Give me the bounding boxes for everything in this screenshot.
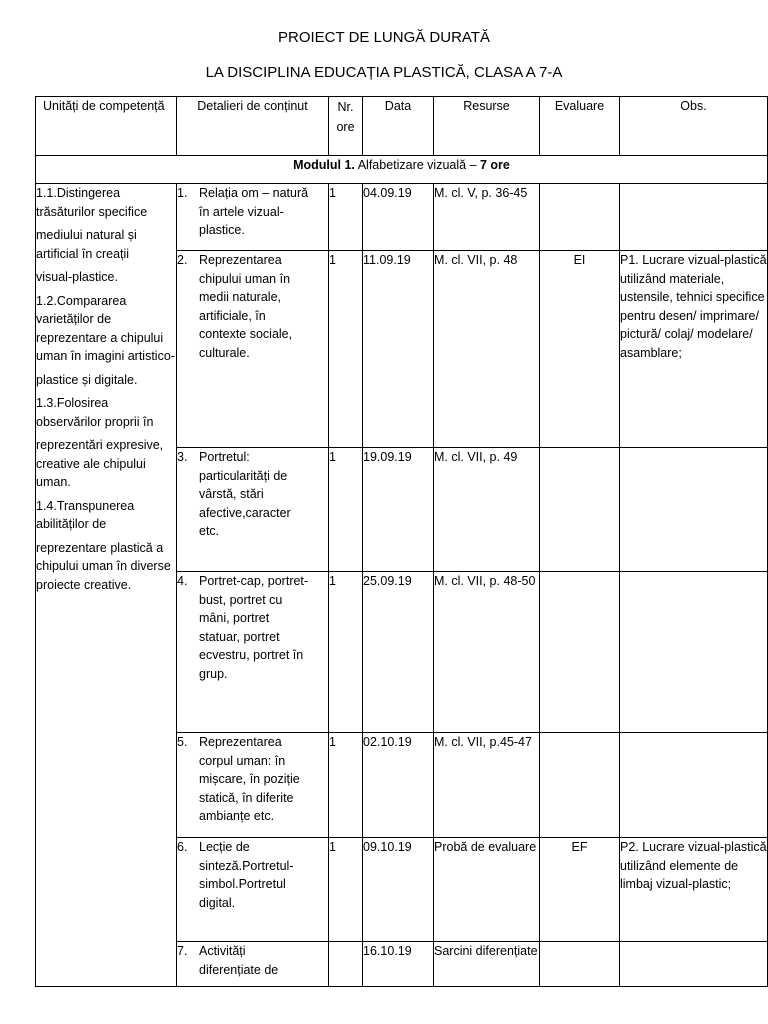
date-cell: 16.10.19 bbox=[363, 942, 434, 987]
competency-text: plastice și digitale. bbox=[36, 372, 138, 387]
obs-cell bbox=[620, 733, 768, 838]
date-cell: 11.09.19 bbox=[363, 251, 434, 448]
date-cell: 04.09.19 bbox=[363, 184, 434, 251]
row-content: Relația om – natură în artele vizual-plastice. bbox=[199, 186, 309, 237]
hours-cell: 1 bbox=[329, 184, 363, 251]
content-cell bbox=[177, 184, 329, 251]
header-nr: Nr. bbox=[337, 100, 354, 114]
row-number: 5. bbox=[177, 735, 188, 749]
row-number: 1. bbox=[177, 186, 188, 200]
content-cell bbox=[177, 448, 329, 572]
row-content: Activități diferențiate de bbox=[199, 944, 279, 977]
competency-text: reprezentare plastică a chipului uman în diverse proiecte creative. bbox=[36, 540, 171, 592]
module-hours: 7 ore bbox=[480, 158, 510, 172]
resources-cell: M. cl. V, p. 36-45 bbox=[434, 184, 540, 251]
competency-text: visual-plastice. bbox=[36, 270, 118, 284]
row-content: Reprezentarea corpul uman: în mișcare, în poziție statică, în diferite ambianțe etc. bbox=[199, 735, 300, 823]
module-cell bbox=[36, 156, 768, 184]
resources-cell: Sarcini diferențiate bbox=[434, 942, 540, 987]
resources-cell: M. cl. VII, p. 49 bbox=[434, 448, 540, 572]
date-cell: 25.09.19 bbox=[363, 572, 434, 733]
header-evaluare: Evaluare bbox=[540, 97, 620, 156]
hours-cell bbox=[329, 942, 363, 987]
row-number: 3. bbox=[177, 450, 188, 464]
row-number: 7. bbox=[177, 944, 188, 958]
header-data: Data bbox=[363, 97, 434, 156]
resources-cell: M. cl. VII, p.45-47 bbox=[434, 733, 540, 838]
document-title: PROIECT DE LUNGĂ DURATĂ bbox=[278, 29, 490, 46]
competencies-cell bbox=[36, 184, 177, 987]
evaluation-cell bbox=[540, 448, 620, 572]
competency-text: reprezentări expresive, creative ale chipului uman. bbox=[36, 438, 164, 489]
row-content: Lecție de sinteză.Portretul-simbol.Portretul digital. bbox=[199, 840, 294, 910]
obs-cell bbox=[620, 448, 768, 572]
row-number: 6. bbox=[177, 840, 188, 854]
header-resurse: Resurse bbox=[434, 97, 540, 156]
module-row bbox=[36, 156, 768, 184]
document-subtitle: LA DISCIPLINA EDUCAȚIA PLASTICĂ, CLASA A 7-A bbox=[205, 64, 563, 81]
hours-cell: 1 bbox=[329, 733, 363, 838]
evaluation-cell: EI bbox=[540, 251, 620, 448]
evaluation-cell bbox=[540, 733, 620, 838]
content-cell bbox=[177, 838, 329, 942]
header-ore: ore bbox=[336, 120, 355, 134]
content-cell bbox=[177, 942, 329, 987]
resources-cell: M. cl. VII, p. 48 bbox=[434, 251, 540, 448]
obs-cell bbox=[620, 942, 768, 987]
content-cell bbox=[177, 733, 329, 838]
row-content: Portret-cap, portret-bust, portret cu mâni, portret statuar, portret ecvestru, portret în grup. bbox=[199, 574, 309, 681]
header-obs: Obs. bbox=[620, 97, 768, 156]
date-cell: 02.10.19 bbox=[363, 733, 434, 838]
row-number: 4. bbox=[177, 574, 188, 588]
table-row bbox=[36, 184, 768, 251]
evaluation-cell bbox=[540, 572, 620, 733]
obs-cell bbox=[620, 184, 768, 251]
obs-cell: P2. Lucrare vizual-plastică utilizând elemente de limbaj vizual-plastic; bbox=[620, 838, 768, 942]
obs-cell bbox=[620, 572, 768, 733]
competency-text: 1.4.Transpunerea abilităților de bbox=[36, 498, 135, 531]
header-nr-ore bbox=[329, 97, 363, 156]
date-cell: 19.09.19 bbox=[363, 448, 434, 572]
content-cell bbox=[177, 251, 329, 448]
hours-cell: 1 bbox=[329, 448, 363, 572]
hours-cell: 1 bbox=[329, 572, 363, 733]
resources-cell: M. cl. VII, p. 48-50 bbox=[434, 572, 540, 733]
resources-cell: Probă de evaluare bbox=[434, 838, 540, 942]
plan-table bbox=[35, 96, 768, 987]
date-cell: 09.10.19 bbox=[363, 838, 434, 942]
header-row bbox=[36, 97, 768, 156]
hours-cell: 1 bbox=[329, 838, 363, 942]
row-number: 2. bbox=[177, 253, 188, 267]
content-cell bbox=[177, 572, 329, 733]
competency-text: mediului natural și artificial în creații bbox=[36, 228, 137, 261]
competency-text: 1.1.Distingerea trăsăturilor specifice bbox=[36, 186, 148, 219]
row-content: Reprezentarea chipului uman în medii naturale, artificiale, în contexte sociale, culturale. bbox=[199, 253, 293, 360]
header-detalieri: Detalieri de conținut bbox=[177, 97, 329, 156]
hours-cell: 1 bbox=[329, 251, 363, 448]
module-label: Modulul 1. bbox=[293, 158, 355, 172]
competency-text: 1.3.Folosirea observărilor proprii în bbox=[36, 396, 154, 429]
competency-text: 1.2.Compararea varietăților de reprezentare a chipului uman în imagini artistico- bbox=[36, 293, 175, 363]
evaluation-cell bbox=[540, 942, 620, 987]
obs-cell: P1. Lucrare vizual-plastică utilizând materiale, ustensile, tehnici specifice pentru desen/ imprimare/ pictură/ colaj/ modelare/ asamblare; bbox=[620, 251, 768, 448]
evaluation-cell: EF bbox=[540, 838, 620, 942]
evaluation-cell bbox=[540, 184, 620, 251]
row-content: Portretul: particularități de vârstă, stări afective,caracter etc. bbox=[199, 450, 291, 538]
header-competente: Unități de competență bbox=[36, 97, 177, 156]
module-name: Alfabetizare vizuală – bbox=[357, 158, 480, 172]
